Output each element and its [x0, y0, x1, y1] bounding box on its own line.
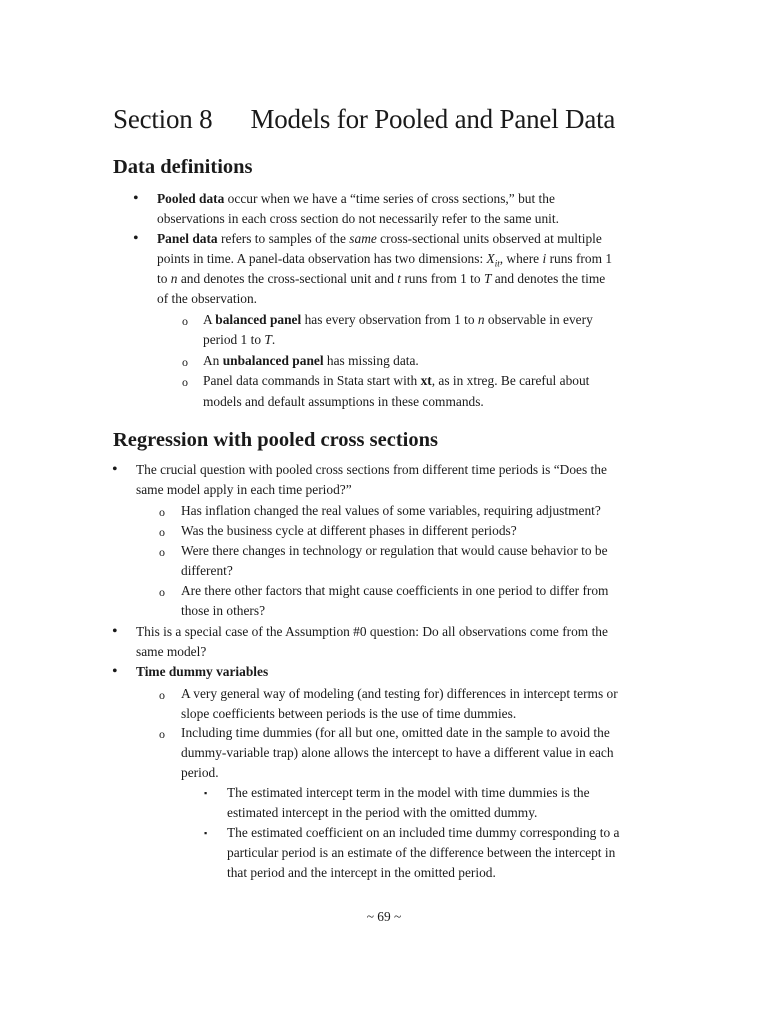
title-text: Models for Pooled and Panel Data [250, 104, 616, 134]
circle-marker: o [182, 314, 188, 328]
page-title [113, 104, 615, 135]
term-unbalanced-panel: unbalanced panel [222, 353, 324, 368]
pooled-data-line-1: Pooled data occur when we have a “time series of cross sections,” but the [157, 191, 555, 206]
question-other-factors-line-2: those in others? [181, 603, 266, 618]
heading-regression-pooled: Regression with pooled cross sections [113, 429, 438, 451]
special-case-line-2: same model? [136, 644, 207, 659]
dummy-general-line-2: slope coefficients between periods is the use of time dummies. [181, 706, 517, 721]
circle-marker: o [182, 355, 188, 369]
circle-marker: o [159, 585, 165, 599]
question-inflation: Has inflation changed the real values of some variables, requiring adjustment? [181, 503, 601, 518]
balanced-panel-line-1: A balanced panel has every observation from 1 to n observable in every [203, 312, 593, 327]
bullet-marker: • [112, 663, 118, 680]
bullet-marker: • [133, 230, 139, 247]
dummy-including-line-3: period. [181, 765, 219, 780]
circle-marker: o [159, 525, 165, 539]
term-panel-data: Panel data [157, 231, 218, 246]
crucial-question-line-2: same model apply in each time period?” [136, 482, 352, 497]
circle-marker: o [182, 375, 188, 389]
intercept-term-line-2: estimated intercept in the period with the omitted dummy. [227, 805, 538, 820]
pooled-data-line-2: observations in each cross section do not necessarily refer to the same unit. [157, 211, 559, 226]
question-other-factors-line-1: Are there other factors that might cause coefficients in one period to differ from [181, 583, 609, 598]
panel-data-line-2: points in time. A panel-data observation has two dimensions: $X_{it}$, where i runs from 1 [157, 251, 613, 269]
circle-marker: o [159, 505, 165, 519]
special-case-line-1: This is a special case of the Assumption #0 question: Do all observations come from the [136, 624, 608, 639]
circle-marker: o [159, 688, 165, 702]
dummy-including-line-2: dummy-variable trap) alone allows the intercept to have a different value in each [181, 745, 614, 760]
unbalanced-panel-line: An unbalanced panel has missing data. [203, 353, 419, 368]
crucial-question-line-1: The crucial question with pooled cross sections from different time periods is “Does the [136, 462, 607, 477]
bullet-marker: • [133, 190, 139, 207]
intercept-term-line-1: The estimated intercept term in the model with time dummies is the [227, 785, 590, 800]
stata-commands-line-1: Panel data commands in Stata start with xt, as in xtreg. Be careful about [203, 373, 590, 388]
heading-data-definitions: Data definitions [113, 156, 253, 178]
page-number: ~ 69 ~ [366, 909, 402, 924]
bullet-marker: • [112, 623, 118, 640]
dummy-coefficient-line-2: particular period is an estimate of the difference between the intercept in [227, 845, 616, 860]
term-xt: xt [420, 373, 432, 388]
question-technology-line-1: Were there changes in technology or regulation that would cause behavior to be [181, 543, 608, 558]
circle-marker: o [159, 545, 165, 559]
panel-data-line-4: of the observation. [157, 291, 258, 306]
balanced-panel-line-2: period 1 to T. [203, 332, 276, 347]
term-time-dummy-variables: Time dummy variables [136, 664, 269, 679]
question-business-cycle: Was the business cycle at different phases in different periods? [181, 523, 517, 538]
square-marker: ▪ [204, 828, 208, 838]
dummy-general-line-1: A very general way of modeling (and testing for) differences in intercept terms or [181, 686, 618, 701]
stata-commands-line-2: models and default assumptions in these commands. [203, 394, 484, 409]
question-technology-line-2: different? [181, 563, 233, 578]
term-balanced-panel: balanced panel [215, 312, 302, 327]
dummy-including-line-1: Including time dummies (for all but one, omitted date in the sample to avoid the [181, 725, 610, 740]
bullet-marker: • [112, 461, 118, 478]
term-pooled-data: Pooled data [157, 191, 225, 206]
dummy-coefficient-line-1: The estimated coefficient on an included time dummy corresponding to a [227, 825, 620, 840]
dummy-coefficient-line-3: that period and the intercept in the omitted period. [227, 865, 496, 880]
square-marker: ▪ [204, 788, 208, 798]
panel-data-line-1: Panel data refers to samples of the same cross-sectional units observed at multiple [157, 231, 602, 246]
circle-marker: o [159, 727, 165, 741]
title-section-number: Section 8 [113, 104, 213, 134]
panel-data-line-3: to n and denotes the cross-sectional unit and t runs from 1 to T and denotes the time [157, 271, 606, 286]
